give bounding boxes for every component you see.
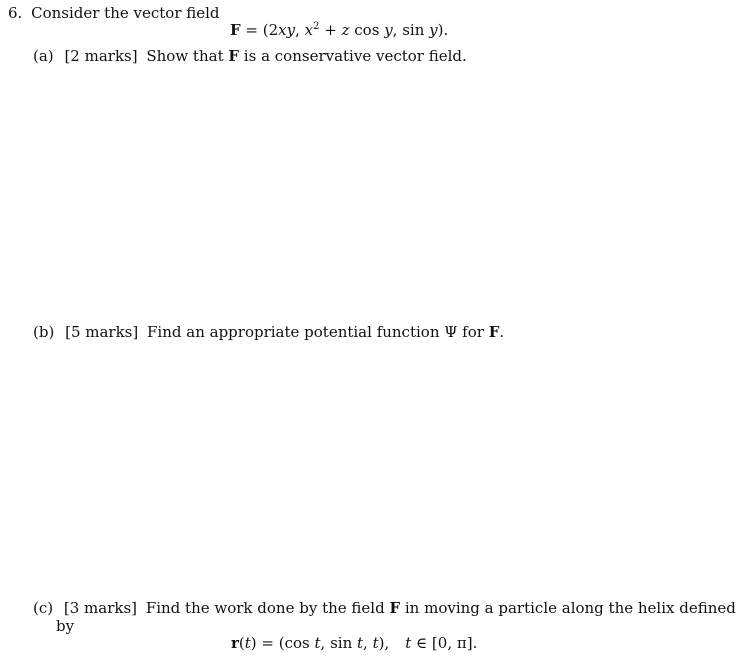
- eq-part: ,: [363, 634, 373, 652]
- part-a-text: [146, 47, 466, 65]
- interval: ∈ [0, π].: [411, 634, 478, 652]
- field-symbol: F: [230, 21, 241, 39]
- var-y: y: [384, 21, 393, 39]
- part-b-text-after: .: [499, 323, 505, 341]
- var-z: z: [341, 21, 350, 39]
- eq-part: , sin: [392, 21, 430, 39]
- var-t: t: [357, 634, 364, 652]
- var-t: t: [314, 634, 321, 652]
- var-t: t: [405, 634, 412, 652]
- part-c-continuation: by: [56, 617, 75, 635]
- eq-part: = (2: [240, 21, 279, 39]
- var-y: y: [429, 21, 438, 39]
- var-x: x: [278, 21, 287, 39]
- part-b-text: [147, 323, 504, 341]
- question-number: 6.: [8, 4, 23, 22]
- eq-part: ) = (cos: [250, 634, 315, 652]
- var-y: y: [286, 21, 296, 39]
- part-a-text-after: is a conservative vector field.: [239, 47, 467, 65]
- part-a-field-symbol: F: [228, 47, 240, 65]
- position-vector-symbol: r: [231, 634, 239, 652]
- part-c-text-after: in moving a particle along the helix defined: [400, 599, 736, 617]
- part-c-text: [146, 599, 736, 617]
- part-a-label: (a): [33, 47, 54, 65]
- part-b-text-before: Find an appropriate potential function Ψ for: [147, 323, 489, 341]
- eq-part: ).: [437, 21, 449, 39]
- part-c-marks: [3 marks]: [63, 599, 138, 617]
- part-b-marks: [5 marks]: [65, 323, 139, 341]
- field-equation: [230, 21, 448, 39]
- eq-part: ),: [378, 634, 390, 652]
- part-a-text-before: Show that: [146, 47, 229, 65]
- part-b-field-symbol: F: [488, 323, 500, 341]
- part-a-marks: [2 marks]: [64, 47, 138, 65]
- part-a: [33, 47, 467, 65]
- exponent: 2: [313, 21, 320, 32]
- var-t: t: [244, 634, 251, 652]
- part-c-field-symbol: F: [389, 599, 401, 617]
- question-intro: Consider the vector field: [31, 4, 220, 22]
- part-c: [33, 599, 736, 617]
- eq-part: +: [319, 21, 342, 39]
- question-header: [8, 4, 220, 22]
- part-c-label: (c): [33, 599, 54, 617]
- eq-part: cos: [349, 21, 385, 39]
- part-c-text-before: Find the work done by the field: [145, 599, 390, 617]
- var-x: x: [304, 21, 314, 39]
- helix-equation: [231, 634, 477, 652]
- var-t: t: [372, 634, 379, 652]
- eq-part: , sin: [320, 634, 358, 652]
- eq-part: ,: [295, 21, 305, 39]
- part-b: [33, 323, 504, 341]
- eq-part: (: [238, 634, 245, 652]
- part-b-label: (b): [33, 323, 55, 341]
